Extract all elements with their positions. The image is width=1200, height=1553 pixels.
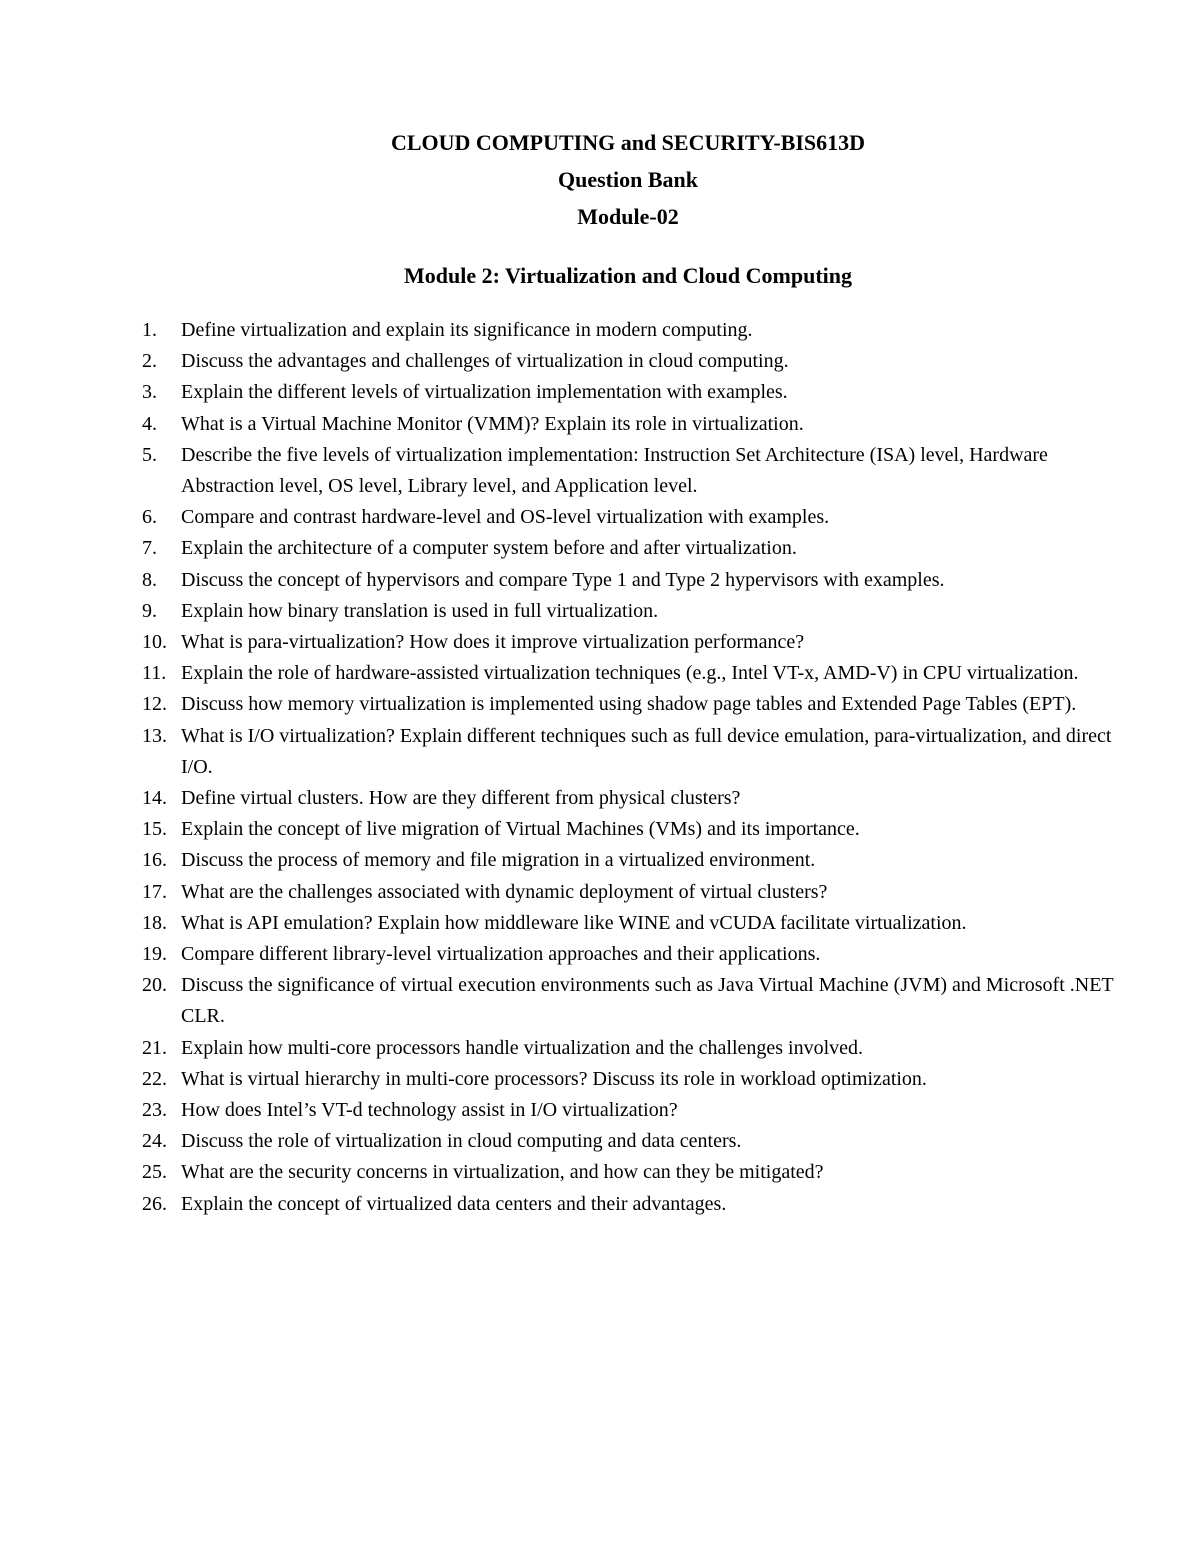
question-item xyxy=(142,315,1142,346)
question-text: Discuss the significance of virtual execution environments such as Java Virtual Machine (JVM) and Microsoft .NET CLR. xyxy=(181,974,1114,1028)
question-text: What is a Virtual Machine Monitor (VMM)? Explain its role in virtualization. xyxy=(181,412,804,435)
question-item xyxy=(142,970,1142,1032)
question-item xyxy=(142,721,1142,783)
question-item xyxy=(142,814,1142,845)
question-text: Compare and contrast hardware-level and OS-level virtualization with examples. xyxy=(181,506,830,529)
question-number: 11. xyxy=(142,662,167,685)
question-number: 19. xyxy=(142,943,167,966)
question-text: Discuss the role of virtualization in cloud computing and data centers. xyxy=(181,1130,742,1153)
question-number: 2. xyxy=(142,350,157,373)
question-number: 3. xyxy=(142,381,157,404)
question-text: How does Intel’s VT-d technology assist in I/O virtualization? xyxy=(181,1099,678,1122)
module-code-title: Module-02 xyxy=(577,204,679,229)
question-number: 16. xyxy=(142,849,167,872)
question-number: 23. xyxy=(142,1099,167,1122)
question-item xyxy=(142,1126,1142,1157)
question-item xyxy=(142,1157,1142,1188)
question-number: 14. xyxy=(142,787,167,810)
question-text: Define virtual clusters. How are they different from physical clusters? xyxy=(181,787,741,810)
question-text: What is API emulation? Explain how middleware like WINE and vCUDA facilitate virtualization. xyxy=(181,911,967,934)
question-number: 24. xyxy=(142,1130,167,1153)
question-text: Discuss the process of memory and file migration in a virtualized environment. xyxy=(181,849,816,872)
question-item xyxy=(142,877,1142,908)
question-item xyxy=(142,1189,1142,1220)
question-item xyxy=(142,1064,1142,1095)
question-number: 13. xyxy=(142,724,167,747)
question-number: 26. xyxy=(142,1192,167,1215)
question-number: 5. xyxy=(142,443,157,466)
question-number: 18. xyxy=(142,911,167,934)
question-item xyxy=(142,627,1142,658)
question-text: What are the challenges associated with dynamic deployment of virtual clusters? xyxy=(181,880,828,903)
question-item xyxy=(142,783,1142,814)
question-text: Explain the concept of virtualized data centers and their advantages. xyxy=(181,1192,727,1215)
question-item xyxy=(142,346,1142,377)
question-item xyxy=(142,845,1142,876)
question-item xyxy=(142,596,1142,627)
doc-type-title: Question Bank xyxy=(558,167,698,192)
question-text: Discuss the advantages and challenges of virtualization in cloud computing. xyxy=(181,350,789,373)
course-title: CLOUD COMPUTING and SECURITY-BIS613D xyxy=(390,130,866,155)
question-number: 10. xyxy=(142,631,167,654)
question-item xyxy=(142,565,1142,596)
question-item xyxy=(142,409,1142,440)
question-number: 21. xyxy=(142,1036,167,1059)
question-text: Explain the architecture of a computer system before and after virtualization. xyxy=(181,537,797,560)
question-number: 8. xyxy=(142,568,157,591)
question-text: Define virtualization and explain its significance in modern computing. xyxy=(181,319,753,341)
question-number: 12. xyxy=(142,693,167,716)
question-number: 17. xyxy=(142,880,167,903)
document-header xyxy=(0,124,1200,235)
question-text: What are the security concerns in virtualization, and how can they be mitigated? xyxy=(181,1161,824,1184)
question-text: What is virtual hierarchy in multi-core processors? Discuss its role in workload optimization. xyxy=(181,1067,927,1090)
question-text: What is I/O virtualization? Explain different techniques such as full device emulation, para-virtualization, and direct I/O. xyxy=(181,724,1112,778)
question-item xyxy=(142,533,1142,564)
question-text: Explain the concept of live migration of Virtual Machines (VMs) and its importance. xyxy=(181,818,860,841)
question-text: Explain how multi-core processors handle virtualization and the challenges involved. xyxy=(181,1036,864,1059)
question-item xyxy=(142,939,1142,970)
question-text: Discuss the concept of hypervisors and compare Type 1 and Type 2 hypervisors with examples. xyxy=(181,568,945,591)
question-number: 9. xyxy=(142,599,157,622)
question-text: Explain the different levels of virtualization implementation with examples. xyxy=(181,381,788,404)
question-text: What is para-virtualization? How does it improve virtualization performance? xyxy=(181,631,805,654)
question-list xyxy=(142,315,1142,1220)
question-item xyxy=(142,908,1142,939)
question-text: Compare different library-level virtualization approaches and their applications. xyxy=(181,943,821,966)
section-title: Module 2: Virtualization and Cloud Computing xyxy=(403,263,852,288)
question-text: Explain how binary translation is used in full virtualization. xyxy=(181,599,659,622)
question-number: 25. xyxy=(142,1161,167,1184)
question-item xyxy=(142,1033,1142,1064)
question-number: 15. xyxy=(142,818,167,841)
question-item xyxy=(142,658,1142,689)
question-item xyxy=(142,502,1142,533)
question-text: Discuss how memory virtualization is implemented using shadow page tables and Extended Page Tables (EPT). xyxy=(181,693,1077,716)
question-number: 20. xyxy=(142,974,167,997)
question-item xyxy=(142,689,1142,720)
question-number: 4. xyxy=(142,412,157,435)
question-number: 6. xyxy=(142,506,157,529)
question-number: 7. xyxy=(142,537,157,560)
question-item xyxy=(142,377,1142,408)
question-number: 1. xyxy=(142,319,157,341)
question-number: 22. xyxy=(142,1067,167,1090)
question-item xyxy=(142,440,1142,502)
question-text: Explain the role of hardware-assisted virtualization techniques (e.g., Intel VT-x, AMD-V) in CPU virtualization. xyxy=(181,662,1079,685)
question-item xyxy=(142,1095,1142,1126)
question-text: Describe the five levels of virtualization implementation: Instruction Set Architecture (ISA) level, Hardware Abstraction level, OS level, Library level, and Application level. xyxy=(181,443,1048,498)
